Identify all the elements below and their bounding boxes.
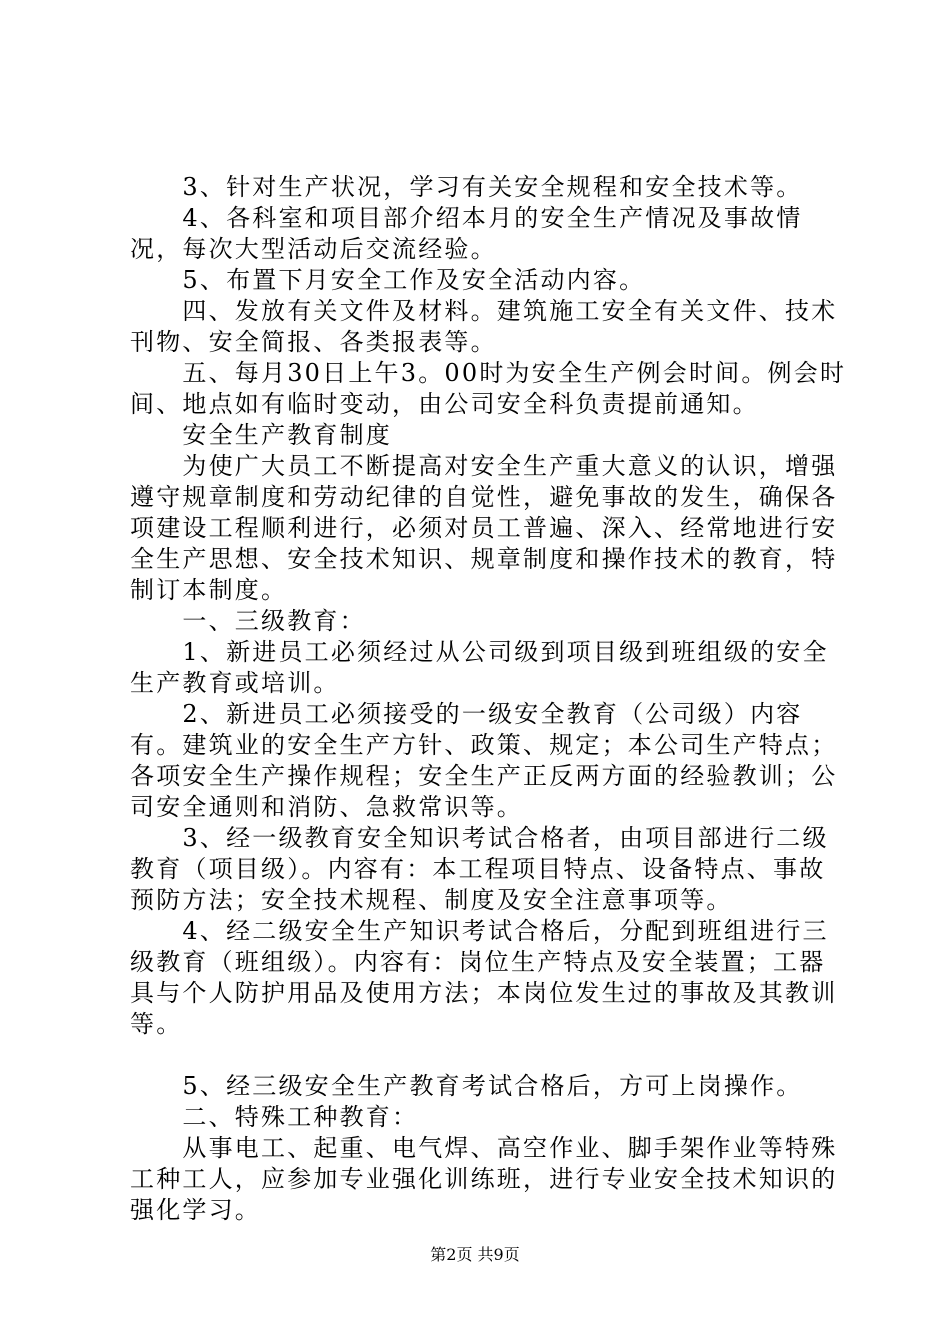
- paragraph: 3、针对生产状况，学习有关安全规程和安全技术等。: [130, 173, 803, 201]
- section-heading: 二、特殊工种教育：: [130, 1103, 419, 1131]
- paragraph: 3、经一级教育安全知识考试合格者，由项目部进行二级教育（项目级）。内容有：本工程项目特点、设备特点、事故预防方法；安全技术规程、制度及安全注意事项等。: [130, 824, 829, 914]
- paragraph: 从事电工、起重、电气焊、高空作业、脚手架作业等特殊工种工人，应参加专业强化训练班，进行专业安全技术知识的强化学习。: [130, 1134, 838, 1224]
- document-body: [130, 172, 850, 1226]
- paragraph: 四、发放有关文件及材料。建筑施工安全有关文件、技术刊物、安全简报、各类报表等。: [130, 297, 838, 356]
- paragraph: 为使广大员工不断提高对安全生产重大意义的认识，增强遵守规章制度和劳动纪律的自觉性，避免事故的发生，确保各项建设工程顺利进行，必须对员工普遍、深入、经常地进行安全生产思想、安全技术知识、规章制度和操作技术的教育，特制订本制度。: [130, 452, 838, 604]
- paragraph: 4、经二级安全生产知识考试合格后，分配到班组进行三级教育（班组级）。内容有：岗位生产特点及安全装置；工器具与个人防护用品及使用方法；本岗位发生过的事故及其教训等。: [130, 917, 838, 1038]
- paragraph: 5、经三级安全生产教育考试合格后，方可上岗操作。: [130, 1072, 803, 1100]
- blank-line: [130, 1040, 850, 1071]
- section-title: 安全生产教育制度: [130, 421, 392, 449]
- paragraph: 1、新进员工必须经过从公司级到项目级到班组级的安全生产教育或培训。: [130, 638, 829, 697]
- paragraph: 2、新进员工必须接受的一级安全教育（公司级）内容有。建筑业的安全生产方针、政策、规定；本公司生产特点；各项安全生产操作规程；安全生产正反两方面的经验教训；公司安全通则和消防、急救常识等。: [130, 700, 838, 821]
- paragraph: 五、每月30日上午3。00时为安全生产例会时间。例会时间、地点如有临时变动，由公司安全科负责提前通知。: [130, 359, 847, 418]
- page-number-footer: 第2页 共9页: [430, 1245, 520, 1264]
- section-heading: 一、三级教育：: [130, 607, 366, 635]
- paragraph: 5、布置下月安全工作及安全活动内容。: [130, 266, 646, 294]
- paragraph: 4、各科室和项目部介绍本月的安全生产情况及事故情况，每次大型活动后交流经验。: [130, 204, 803, 263]
